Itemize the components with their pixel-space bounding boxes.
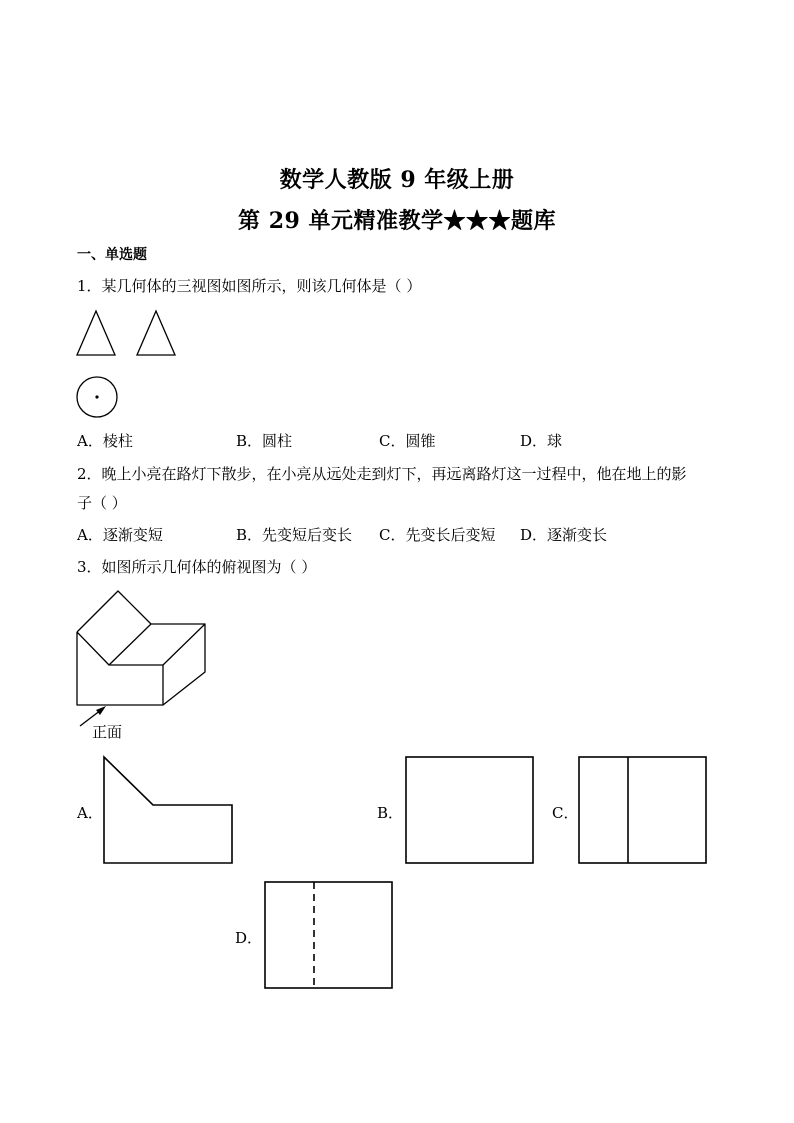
question-1-stem: 1．某几何体的三视图如图所示，则该几何体是（ ） xyxy=(77,277,422,295)
q3-option-a-shape xyxy=(104,757,232,863)
q2-option-d[interactable]: D．逐渐变长 xyxy=(520,526,608,544)
question-3-stem: 3．如图所示几何体的俯视图为（ ） xyxy=(77,558,317,576)
q3-option-b-label[interactable]: B． xyxy=(377,804,404,822)
q3-front-label: 正面 xyxy=(92,723,123,741)
q1-option-a[interactable]: A．棱柱 xyxy=(77,432,133,450)
q1-option-b[interactable]: B．圆柱 xyxy=(236,432,293,450)
q3-option-c-shape xyxy=(579,757,706,863)
q1-option-c[interactable]: C．圆锥 xyxy=(379,432,436,450)
q3-option-d-label[interactable]: D． xyxy=(235,929,263,947)
section-heading: 一、单选题 xyxy=(77,247,147,263)
q3-option-d-shape xyxy=(265,882,392,988)
page-title-line2: 第 29 单元精准教学★★★题库 xyxy=(238,208,556,234)
question-2-stem-line1: 2．晚上小亮在路灯下散步，在小亮从远处走到灯下，再远离路灯这一过程中，他在地上的影 xyxy=(77,465,687,483)
q1-option-d[interactable]: D．球 xyxy=(520,432,563,450)
page-title-line1: 数学人教版 9 年级上册 xyxy=(279,167,515,193)
q3-option-c-label[interactable]: C． xyxy=(552,804,579,822)
q3-option-a-label[interactable]: A． xyxy=(77,804,103,822)
question-2-stem-line2: 子（ ） xyxy=(77,494,127,512)
q3-option-b-shape xyxy=(406,757,533,863)
q2-option-b[interactable]: B．先变短后变长 xyxy=(236,526,353,544)
q2-option-c[interactable]: C．先变长后变短 xyxy=(379,526,496,544)
q2-option-a[interactable]: A．逐渐变短 xyxy=(77,526,163,544)
